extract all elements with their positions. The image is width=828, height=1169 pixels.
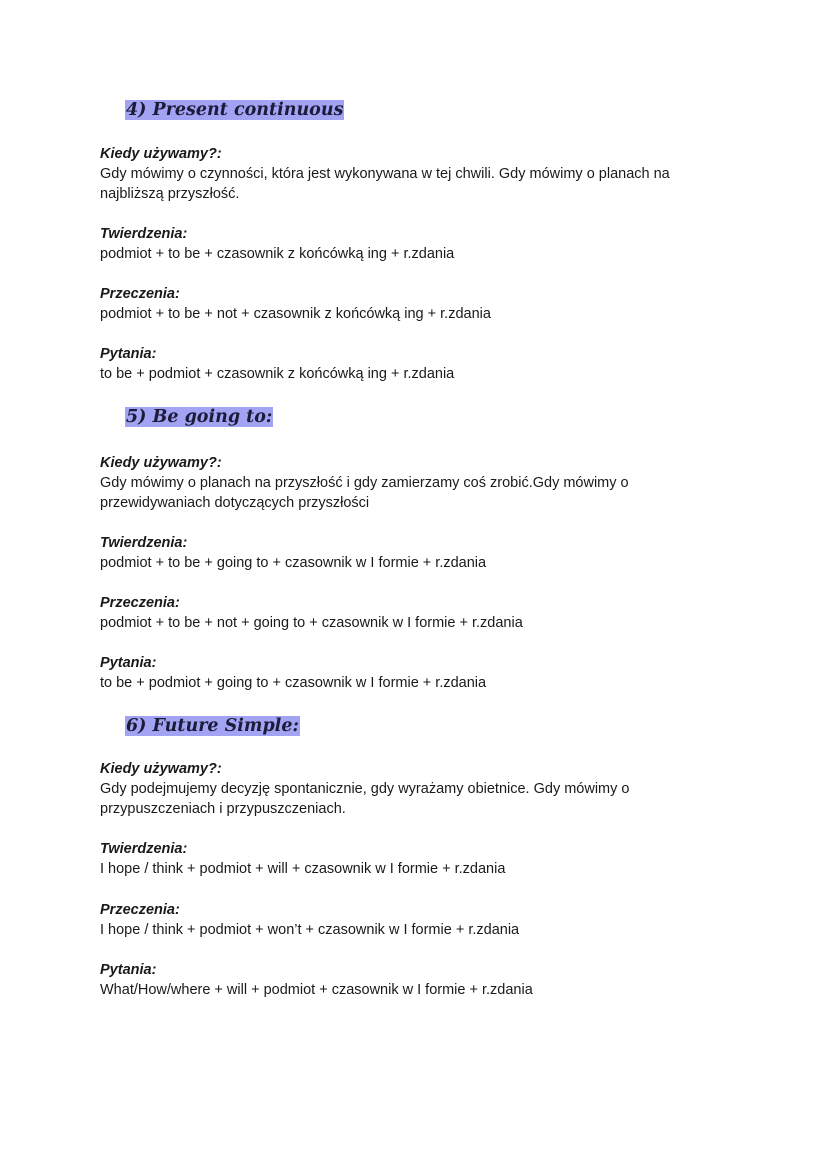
- negative-label: Przeczenia:: [100, 286, 180, 302]
- negative-block: [100, 900, 740, 940]
- negative-text: I hope / think + podmiot + won’t + czasownik w I formie + r.zdania: [100, 922, 520, 938]
- question-block: [100, 344, 740, 384]
- negative-block: [100, 593, 740, 633]
- question-label: Pytania:: [100, 962, 157, 978]
- affirmative-label: Twierdzenia:: [100, 226, 188, 242]
- usage-text: Gdy mówimy o czynności, która jest wykonywana w tej chwili. Gdy mówimy o planach na najbliższą przyszłość.: [100, 166, 670, 202]
- usage-text: Gdy mówimy o planach na przyszłość i gdy zamierzamy coś zrobić.Gdy mówimy o przewidywaniach dotyczących przyszłości: [100, 475, 629, 511]
- negative-text: podmiot + to be + not + czasownik z końcówką ing + r.zdania: [100, 306, 491, 322]
- affirmative-text: podmiot + to be + czasownik z końcówką ing + r.zdania: [100, 246, 455, 262]
- affirmative-block: [100, 224, 740, 264]
- usage-block: [100, 759, 740, 819]
- affirmative-text: podmiot + to be + going to + czasownik w I formie + r.zdania: [100, 555, 487, 571]
- question-text: to be + podmiot + czasownik z końcówką ing + r.zdania: [100, 366, 455, 382]
- question-label: Pytania:: [100, 655, 157, 671]
- affirmative-text: I hope / think + podmiot + will + czasownik w I formie + r.zdania: [100, 861, 506, 877]
- question-text: What/How/where + will + podmiot + czasownik w I formie + r.zdania: [100, 982, 533, 998]
- affirmative-block: [100, 839, 740, 879]
- negative-text: podmiot + to be + not + going to + czasownik w I formie + r.zdania: [100, 615, 523, 631]
- section-heading: 6) Future Simple:: [126, 716, 299, 736]
- question-block: [100, 960, 740, 1000]
- negative-label: Przeczenia:: [100, 902, 180, 918]
- affirmative-block: [100, 533, 740, 573]
- usage-block: [100, 453, 740, 513]
- usage-label: Kiedy używamy?:: [100, 761, 222, 777]
- negative-block: [100, 284, 740, 324]
- affirmative-label: Twierdzenia:: [100, 841, 188, 857]
- question-text: to be + podmiot + going to + czasownik w I formie + r.zdania: [100, 675, 487, 691]
- negative-label: Przeczenia:: [100, 595, 180, 611]
- section-heading: 5) Be going to:: [126, 407, 273, 427]
- usage-text: Gdy podejmujemy decyzję spontanicznie, gdy wyrażamy obietnice. Gdy mówimy o przypuszczeniach i przypuszczeniach.: [100, 781, 630, 817]
- usage-label: Kiedy używamy?:: [100, 455, 222, 471]
- section-heading: 4) Present continuous: [126, 100, 344, 120]
- question-block: [100, 653, 740, 693]
- usage-label: Kiedy używamy?:: [100, 146, 222, 162]
- question-label: Pytania:: [100, 346, 157, 362]
- usage-block: [100, 144, 740, 204]
- affirmative-label: Twierdzenia:: [100, 535, 188, 551]
